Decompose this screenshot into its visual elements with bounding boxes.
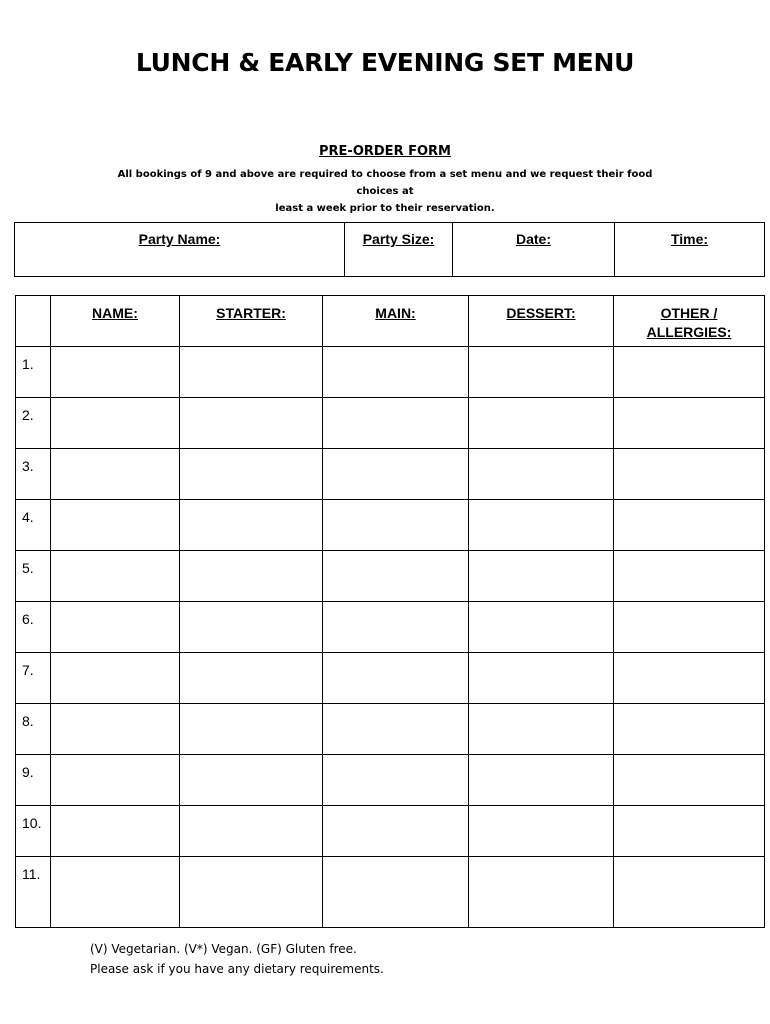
date-label: Date: bbox=[515, 231, 551, 247]
dessert-cell[interactable] bbox=[469, 449, 614, 500]
intro-line-2: least a week prior to their reservation. bbox=[275, 203, 495, 214]
header-starter: STARTER: bbox=[180, 296, 323, 347]
dietary-request-note: Please ask if you have any dietary requirements. bbox=[90, 962, 384, 976]
row-number: 8. bbox=[16, 704, 51, 755]
dessert-cell[interactable] bbox=[469, 806, 614, 857]
main-cell[interactable] bbox=[323, 398, 469, 449]
name-cell[interactable] bbox=[51, 500, 180, 551]
dessert-cell[interactable] bbox=[469, 551, 614, 602]
name-cell[interactable] bbox=[51, 653, 180, 704]
starter-cell[interactable] bbox=[180, 806, 323, 857]
table-row bbox=[16, 449, 765, 500]
party-name-label: Party Name: bbox=[138, 231, 221, 247]
dessert-cell[interactable] bbox=[469, 398, 614, 449]
other-allergies-cell[interactable] bbox=[614, 755, 765, 806]
starter-cell[interactable] bbox=[180, 602, 323, 653]
form-heading: PRE-ORDER FORM bbox=[319, 144, 451, 159]
name-cell[interactable] bbox=[51, 602, 180, 653]
row-number: 4. bbox=[16, 500, 51, 551]
starter-cell[interactable] bbox=[180, 551, 323, 602]
dessert-cell[interactable] bbox=[469, 500, 614, 551]
other-allergies-cell[interactable] bbox=[614, 704, 765, 755]
starter-cell[interactable] bbox=[180, 704, 323, 755]
table-row bbox=[16, 347, 765, 398]
party-name-field[interactable] bbox=[15, 223, 345, 277]
main-cell[interactable] bbox=[323, 347, 469, 398]
header-dessert: DESSERT: bbox=[469, 296, 614, 347]
table-row bbox=[16, 500, 765, 551]
main-cell[interactable] bbox=[323, 653, 469, 704]
table-row bbox=[16, 398, 765, 449]
main-cell[interactable] bbox=[323, 704, 469, 755]
starter-cell[interactable] bbox=[180, 500, 323, 551]
name-cell[interactable] bbox=[51, 347, 180, 398]
other-allergies-cell[interactable] bbox=[614, 398, 765, 449]
main-cell[interactable] bbox=[323, 806, 469, 857]
other-allergies-cell[interactable] bbox=[614, 347, 765, 398]
name-cell[interactable] bbox=[51, 449, 180, 500]
starter-cell[interactable] bbox=[180, 347, 323, 398]
name-cell[interactable] bbox=[51, 755, 180, 806]
other-allergies-cell[interactable] bbox=[614, 653, 765, 704]
starter-cell[interactable] bbox=[180, 857, 323, 928]
time-label: Time: bbox=[670, 231, 709, 247]
name-cell[interactable] bbox=[51, 398, 180, 449]
main-cell[interactable] bbox=[323, 857, 469, 928]
form-intro bbox=[95, 166, 675, 217]
other-allergies-cell[interactable] bbox=[614, 449, 765, 500]
row-number: 5. bbox=[16, 551, 51, 602]
row-number: 11. bbox=[16, 857, 51, 928]
row-number: 7. bbox=[16, 653, 51, 704]
booking-details-table bbox=[14, 222, 765, 277]
row-number: 3. bbox=[16, 449, 51, 500]
table-header-row bbox=[16, 296, 765, 347]
booking-details-row bbox=[15, 223, 765, 277]
row-number: 6. bbox=[16, 602, 51, 653]
row-number: 10. bbox=[16, 806, 51, 857]
dessert-cell[interactable] bbox=[469, 602, 614, 653]
row-number: 2. bbox=[16, 398, 51, 449]
table-row bbox=[16, 704, 765, 755]
other-allergies-cell[interactable] bbox=[614, 857, 765, 928]
dessert-cell[interactable] bbox=[469, 704, 614, 755]
other-allergies-cell[interactable] bbox=[614, 500, 765, 551]
main-cell[interactable] bbox=[323, 551, 469, 602]
other-allergies-cell[interactable] bbox=[614, 602, 765, 653]
row-number: 9. bbox=[16, 755, 51, 806]
starter-cell[interactable] bbox=[180, 449, 323, 500]
table-row bbox=[16, 755, 765, 806]
header-number bbox=[16, 296, 51, 347]
table-row bbox=[16, 602, 765, 653]
dietary-footnote bbox=[90, 939, 384, 979]
other-allergies-cell[interactable] bbox=[614, 551, 765, 602]
dessert-cell[interactable] bbox=[469, 755, 614, 806]
party-size-field[interactable] bbox=[345, 223, 453, 277]
main-cell[interactable] bbox=[323, 500, 469, 551]
starter-cell[interactable] bbox=[180, 755, 323, 806]
main-cell[interactable] bbox=[323, 755, 469, 806]
starter-cell[interactable] bbox=[180, 653, 323, 704]
name-cell[interactable] bbox=[51, 857, 180, 928]
page-title: LUNCH & EARLY EVENING SET MENU bbox=[135, 48, 635, 77]
dietary-key: (V) Vegetarian. (V*) Vegan. (GF) Gluten free. bbox=[90, 942, 357, 956]
main-cell[interactable] bbox=[323, 449, 469, 500]
intro-line-1: All bookings of 9 and above are required to choose from a set menu and we request their food choices at bbox=[117, 169, 653, 197]
header-main: MAIN: bbox=[323, 296, 469, 347]
date-field[interactable] bbox=[453, 223, 615, 277]
name-cell[interactable] bbox=[51, 704, 180, 755]
starter-cell[interactable] bbox=[180, 398, 323, 449]
table-row bbox=[16, 551, 765, 602]
name-cell[interactable] bbox=[51, 806, 180, 857]
pre-order-table bbox=[15, 295, 765, 928]
other-allergies-cell[interactable] bbox=[614, 806, 765, 857]
main-cell[interactable] bbox=[323, 602, 469, 653]
time-field[interactable] bbox=[615, 223, 765, 277]
party-size-label: Party Size: bbox=[362, 231, 435, 247]
row-number: 1. bbox=[16, 347, 51, 398]
table-row bbox=[16, 857, 765, 928]
dessert-cell[interactable] bbox=[469, 347, 614, 398]
dessert-cell[interactable] bbox=[469, 857, 614, 928]
dessert-cell[interactable] bbox=[469, 653, 614, 704]
header-other-allergies: OTHER / ALLERGIES: bbox=[614, 296, 765, 347]
table-row bbox=[16, 653, 765, 704]
header-name: NAME: bbox=[51, 296, 180, 347]
table-row bbox=[16, 806, 765, 857]
name-cell[interactable] bbox=[51, 551, 180, 602]
